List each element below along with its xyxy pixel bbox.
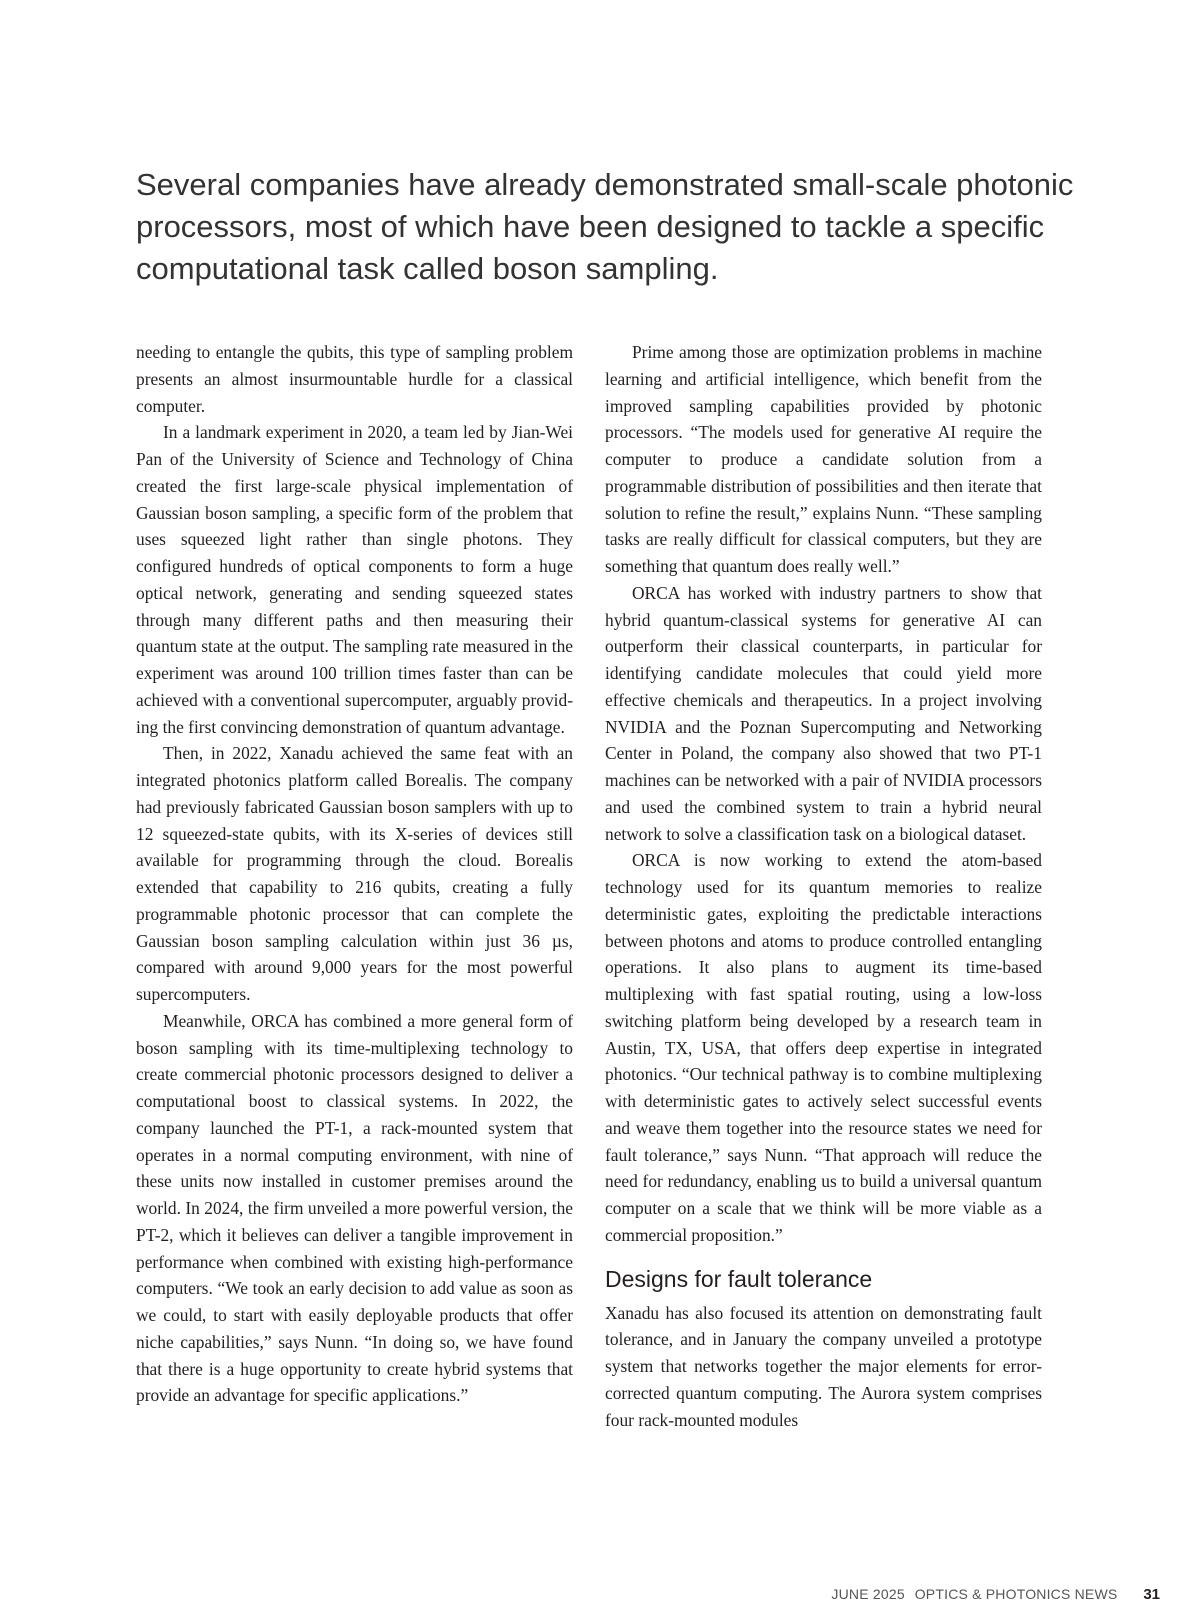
- right-column: [605, 339, 1042, 1433]
- footer-issue-date: JUNE 2025: [831, 1586, 905, 1602]
- body-paragraph: Meanwhile, ORCA has combined a more general form of boson sampling with its time-multiplexing technology to create commercial photonic processors designed to deliver a computational boost to classical systems. In 2022, the company launched the PT-1, a rack-mounted system that operates in a normal computing environment, with nine of these units now installed in customer premises around the world. In 2024, the firm unveiled a more powerful version, the PT-2, which it believes can deliver a tangible improvement in performance when combined with existing high-performance computers. “We took an early decision to add value as soon as we could, to start with easily deployable products that offer niche capabilities,” says Nunn. “In doing so, we have found that there is a huge opportunity to create hybrid systems that provide an advantage for specific applications.”: [136, 1010, 573, 1406]
- body-paragraph: ORCA has worked with industry partners to show that hybrid quantum-classical systems for generative AI can outperform their classical counterparts, in particular for identifying candidate molecules that could yield more effective chemicals and therapeutics. In a project involving NVIDIA and the Poznan Supercomputing and Networking Center in Poland, the company also showed that two PT-1 machines can be networked with a pair of NVIDIA processors and used the combined system to train a hybrid neural network to solve a classification task on a biological dataset.: [605, 582, 1042, 844]
- body-paragraph: Xanadu has also focused its attention on demonstrating fault tolerance, and in January the company unveiled a prototype system that networks together the major elements for error-corrected quantum computing. The Aurora system comprises four rack-mounted modules: [605, 1302, 1042, 1430]
- body-paragraph: Then, in 2022, Xanadu achieved the same feat with an integrated photonics platform called Borealis. The company had previously fabricated Gaussian boson samplers with up to 12 squeezed-state qubits, with its X-series of devices still available for programming through the cloud. Borealis extended that capability to 216 qubits, creating a fully programmable photonic processor that can complete the Gaussian boson sampling calculation within just 36 µs, compared with around 9,000 years for the most powerful supercomputers.: [136, 743, 573, 1004]
- body-paragraph: needing to entangle the qubits, this type of sampling problem presents an almost insurmountable hurdle for a classical computer.: [136, 342, 573, 416]
- pull-quote: Several companies have already demonstrated small-scale photonic processors, most of which have been designed to tackle a specific computational task called boson sampling.: [136, 167, 1074, 286]
- page-number: 31: [1143, 1586, 1160, 1603]
- body-paragraph: Prime among those are optimization problems in machine learning and artificial intelligence, which benefit from the improved sampling capabilities provided by photonic processors. “The models used for generative AI require the computer to produce a candidate solution from a programmable distribution of possibilities and then iterate that solution to refine the result,” explains Nunn. “These sampling tasks are really difficult for classical computers, but they are something that quantum does really well.”: [605, 342, 1042, 576]
- footer-publication-name: OPTICS & PHOTONICS NEWS: [914, 1586, 1118, 1602]
- body-paragraph: In a landmark experiment in 2020, a team led by Jian-Wei Pan of the University of Science and Technology of China created the first large-scale physical implementation of Gaussian boson sampling, a specific form of the problem that uses squeezed light rather than single photons. They configured hundreds of optical components to form a huge optical network, generating and sending squeezed states through many different paths and then measuring their quantum state at the output. The sampling rate measured in the experiment was around 100 trillion times faster than can be achieved with a conventional supercomputer, arguably providing the first convincing demonstration of quantum advantage.: [136, 422, 573, 737]
- page-footer: [831, 1586, 1160, 1603]
- body-paragraph: ORCA is now working to extend the atom-based technology used for its quantum memories to realize deterministic gates, exploiting the predictable interactions between photons and atoms to produce controlled entangling operations. It also plans to augment its time-based multiplexing with fast spatial routing, using a low-loss switching platform being developed by a research team in Austin, TX, USA, that offers deep expertise in integrated photonics. “Our technical pathway is to combine multiplexing with deterministic gates to actively select successful events and weave them together into the resource states we need for fault tolerance,” says Nunn. “That approach will reduce the need for redundancy, enabling us to build a universal quantum computer on a scale that we think will be more viable as a commercial proposition.”: [605, 850, 1042, 1245]
- left-column: [136, 339, 573, 1409]
- section-heading: Designs for fault tolerance: [605, 1265, 873, 1292]
